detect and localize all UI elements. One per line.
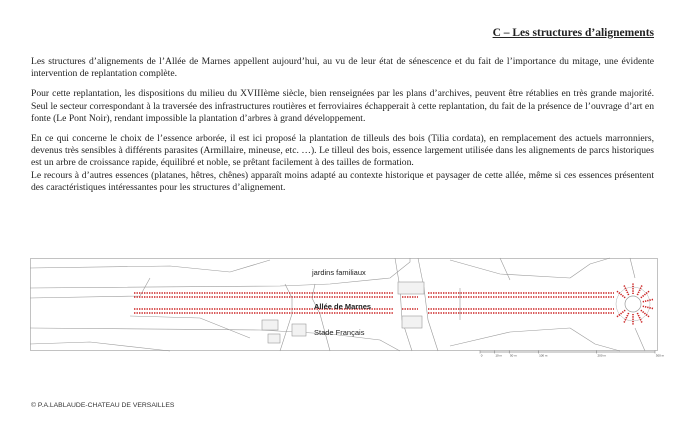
tree-ray-11 <box>637 285 642 295</box>
tree-ray-9 <box>624 285 629 295</box>
plan-road-17 <box>635 328 645 351</box>
tree-ray-4 <box>624 313 629 323</box>
scale-tick-label-4: 200 m <box>597 353 606 358</box>
roundabout-center <box>625 296 641 312</box>
paragraph-alternatives: Le recours à d’autres essences (platanes, hêtres, chênes) apparaît moins adapté au contexte historique et paysager de cette allée, même si ces essences présentent des caractéristiques intéressantes pour les structures d’alignement. <box>31 169 654 193</box>
plan-road-11 <box>570 328 620 351</box>
plan-road-3 <box>30 342 170 351</box>
plan-building-2 <box>292 324 306 336</box>
scale-tick-label-5: 300 m <box>655 353 665 358</box>
tree-ray-2 <box>637 313 642 323</box>
tree-ray-13 <box>643 299 654 301</box>
plan-road-16 <box>630 258 635 278</box>
plan-building-0 <box>262 320 278 330</box>
scale-tick-label-3: 100 m <box>539 353 548 358</box>
body-text <box>31 56 654 202</box>
paragraph-replantation: Pour cette replantation, les dispositions du milieu du XVIIIème siècle, bien renseignées par les plans d’archives, peuvent être rétablies en très grande majorité. Seul le secteur correspondant à la traversée des infrastructures routières et ferroviaires échapperait à cette replantation, du fait de la présence de l’ouvrage d’art en fonte (Le Pont Noir), rendant impossible la plantation d’arbres à grand développement. <box>31 88 654 124</box>
tree-alignments <box>134 283 653 325</box>
section-heading: C – Les structures d’alignements <box>492 27 654 39</box>
plan-road-6 <box>395 258 412 351</box>
plan-road-9 <box>450 328 570 346</box>
paragraph-intro: Les structures d’alignements de l’Allée de Marnes appellent aujourd’hui, au vu de leur état de sénescence et du fait de l’importance du mitage, une évidente intervention de replantation complète. <box>31 56 654 80</box>
plan-road-15 <box>500 258 510 280</box>
copyright: © P.A.LABLAUDE-CHATEAU DE VERSAILLES <box>31 402 175 409</box>
scale-bar <box>480 351 665 358</box>
plan-road-4 <box>280 284 292 351</box>
plan-road-5 <box>312 284 330 351</box>
plan-road-13 <box>130 316 250 338</box>
plan-road-2 <box>30 260 270 272</box>
plan-building-1 <box>268 334 280 343</box>
plan-road-10 <box>570 258 610 278</box>
label-stade-francais: Stade Français <box>314 328 365 337</box>
label-allee-de-marnes: Allée de Marnes <box>314 302 372 311</box>
scale-tick-label-1: 10 m <box>495 353 502 358</box>
scale-tick-label-2: 50 m <box>510 353 517 358</box>
scale-tick-label-0: 0 <box>480 353 483 358</box>
paragraph-essence: En ce qui concerne le choix de l’essence arborée, il est ici proposé la plantation de tilleuls des bois (Tilia cordata), en remplacement des actuels marronniers, devenus très sensibles à différents parasites (Armillaire, mineuse, etc. …). Le tilleul des bois, essence largement utilisée dans les alignements de parcs historiques est un arbre de croissance rapide, équilibré et noble, se prêtant facilement à des tailles de formation. <box>31 133 654 169</box>
roundabout-ring <box>616 287 650 321</box>
tree-ray-0 <box>643 306 654 308</box>
plan-road-7 <box>418 258 438 351</box>
allee-plan-map <box>30 258 665 364</box>
label-jardins-familiaux: jardins familiaux <box>312 268 366 277</box>
plan-building-4 <box>402 316 422 328</box>
plan-road-8 <box>450 260 570 278</box>
plan-building-3 <box>398 282 424 294</box>
